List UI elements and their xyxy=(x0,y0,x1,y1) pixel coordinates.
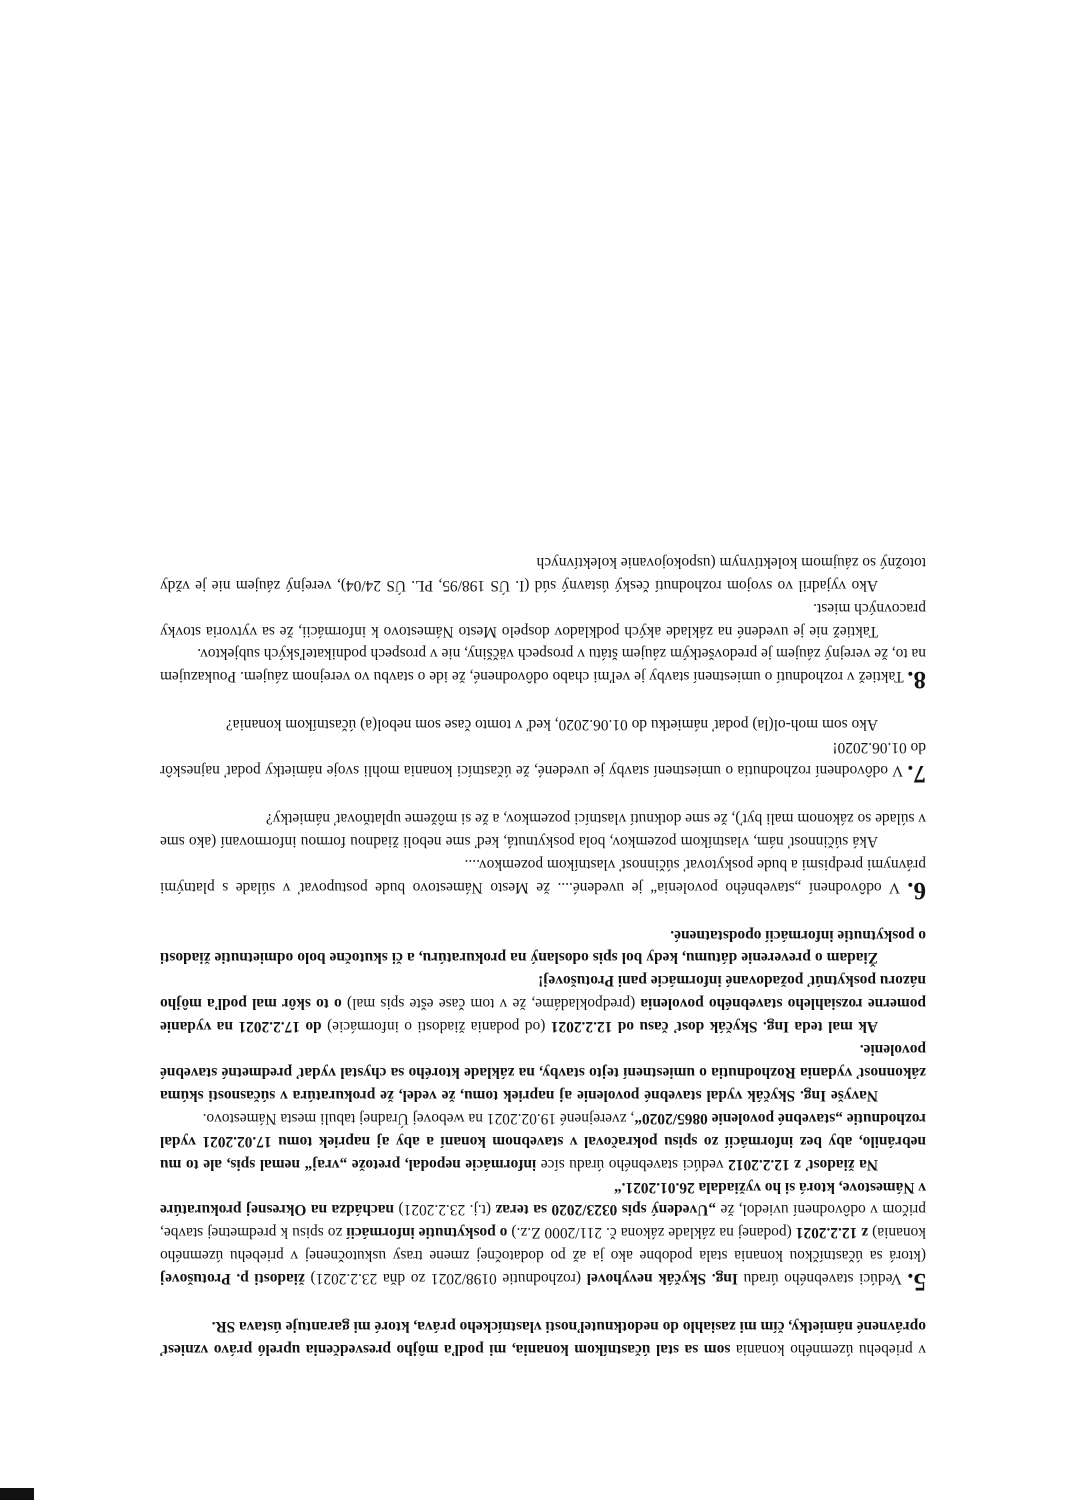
section-6-paragraph-2: Aká súčinnosť nám, vlastníkom pozemkov, bola poskytnutá, keď sme neboli žiadnou formou informovaní (ako sme v súlade so zákonom mali byť), že sme dotknutí vlastníci pozemkov, a že si môžeme uplatňovať námietky? xyxy=(160,809,926,850)
section-4-tail: v priebehu územného konania som sa stal účastníkom konania, mi podľa môjho presvedčenia upreló právo vzniesť oprávnené námietky, čím mi zasiahlo do nedotknuteľnosti vlastníckeho práva, ktoré mi garantuje ústava SR. xyxy=(160,1318,926,1358)
section-8: 8. Taktiež v rozhodnutí o umiestnení stavby je veľmi chabo odôvodnené, že ide o stavbu vo verejnom záujem. Poukazujem na to, že verejný záujem je predovšetkým záujem štátu v prospech väčšiny, nie v prospech podnikateľských subjektov. xyxy=(160,645,926,694)
section-8-paragraph-3: Ako vyjadril vo svojom rozhodnutí český ústavný súd (I. ÚS 198/95, PL. ÚS 24/04), verejný záujem nie je vždy totožný so záujmom kolektívnym (uspokojovanie kolektívnych xyxy=(160,553,926,594)
scan-edge-mark xyxy=(0,1488,34,1500)
section-7-paragraph-2: Ako som moh-ol(la) podať námietku do 01.06.2020, keď v tomto čase som nebol(a) účastníkom konania? xyxy=(225,716,878,734)
section-number: 7. xyxy=(907,760,926,788)
section-5-paragraph-4: Ak mal teda Ing. Skyčák dosť času od 12.2.2021 (od podania žiadosti o informácie) do 17.2.2021 na vydanie pomerne rozsiahleho stavebného povolenia (predpokladáme, že v tom čase ešte spis mal) o to skôr mal podľa môjho názoru poskytnúť požadované informácie pani Protušovej! xyxy=(160,972,926,1036)
section-8-paragraph-2: Taktiež nie je uvedené na základe akých podkladov dospelo Mesto Námestovo k informácii, že sa vytvoria stovky pracovných miest. xyxy=(160,599,926,640)
bold-text: som sa stal účastníkom konania, mi podľa môjho presvedčenia upreló právo vzniesť oprávnené námietky, čím mi zasiahlo do nedotknuteľnosti vlastníckeho práva, ktoré mi garantuje ústava SR. xyxy=(160,1318,926,1358)
section-7: 7. V odôvodnení rozhodnutia o umiestnení stavby je uvedené, že účastníci konania mohli svoje námietky podať najneskôr do 01.06.2020! xyxy=(160,739,926,788)
section-5-paragraph-2: Na žiadosť z 12.2.2012 vedúci stavebného úradu síce informácie nepodal, pretože „vraj“ nemal spis, ale to mu nebránilo, aby bez informácií zo spisu pokračoval v stavebnom konaní a aby aj napriek tomu 17.02.2021 vydal rozhodnutie „stavebné povolenie 0865/2020“, zverejnené 19.02.2021 na webovej Úradnej tabuli mesta Námestovo. xyxy=(159,1109,926,1173)
section-5: 5. Vedúci stavebného úradu Ing. Skyčák nevyhovel (rozhodnutie 0198/2021 zo dňa 23.2.2021) žiadosti p. Protušovej (ktorá sa účastníčkou konania stala podobne ako ja až po dodatočnej zmene trasy uskutočnenej v priebehu územného konania) z 12.2.2021 (podanej na základe zákona č. 211/2000 Z.z.) o poskytnutie informácií zo spisu k predmetnej stavbe, pričom v odôvodnení uviedol, že „Uvedený spis 0323/2020 sa teraz (t.j. 23.2.2021) nachádza na Okresnej prokuratúre v Námestove, ktorá si ho vyžiadala 26.01.2021.“ xyxy=(160,1178,926,1296)
section-number: 5. xyxy=(907,1268,926,1296)
section-number: 8. xyxy=(907,666,926,694)
section-6: 6. V odôvodnení „stavebného povolenia“ je uvedené.... že Mesto Námestovo bude postupovať v súlade s platnými právnymi predpismi a bude poskytovať súčinnosť vlastníkom pozemkov.... xyxy=(160,855,926,904)
section-number: 6. xyxy=(907,876,926,904)
section-5-request: Žiadam o preverenie dátumu, kedy bol spis odoslaný na prokuratúru, a či skutočne bolo odmietnutie žiadosti o poskytnutie informácií opodstatnené. xyxy=(160,926,926,967)
letter-body xyxy=(160,550,926,1360)
section-5-paragraph-3: Navyše Ing. Skyčák vydal stavebné povolenie aj napriek tomu, že vedel, že prokuratúra v súčasnosti skúma zákonnosť vydania Rozhodnutia o umiestnení tejto stavby, na základe ktorého sa chystal vydať predmetné stavebné povolenie. xyxy=(160,1041,926,1104)
